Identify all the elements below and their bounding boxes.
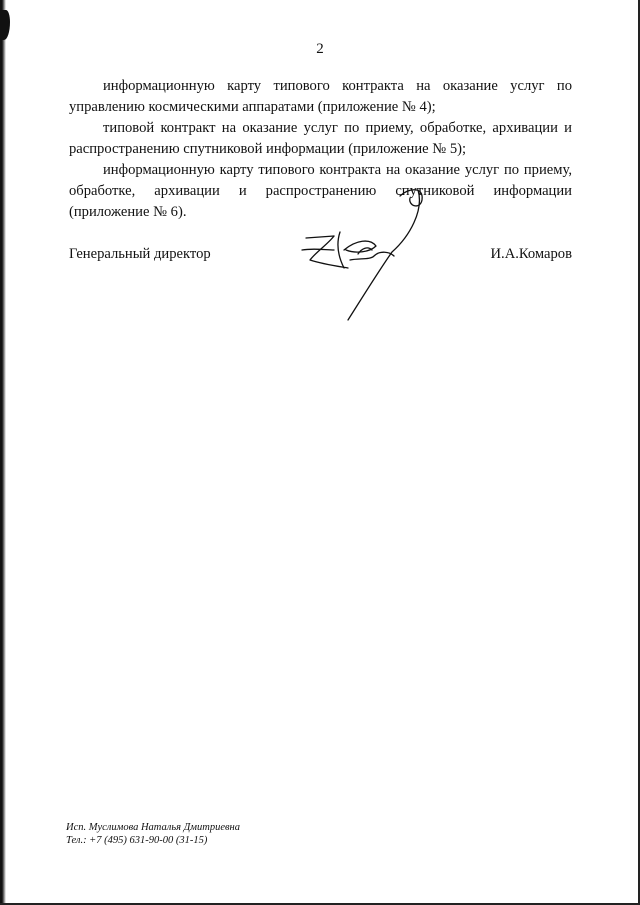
- paragraph-appendix-6: информационную карту типового контракта на оказание услуг по приему, обработке, архивации и распространению спутниковой информации (приложение № 6).: [69, 162, 572, 220]
- paragraph-appendix-5: типовой контракт на оказание услуг по приему, обработке, архивации и распространению спутниковой информации (приложение № 5);: [69, 120, 572, 157]
- phone-line: Тел.: +7 (495) 631-90-00 (31-15): [66, 835, 208, 846]
- signatory-name: И.А.Комаров: [490, 246, 572, 262]
- executor-line: Исп. Муслимова Наталья Дмитриевна: [66, 822, 240, 833]
- paragraph-appendix-4: информационную карту типового контракта на оказание услуг по управлению космическими аппаратами (приложение № 4);: [69, 78, 572, 115]
- page-number: 2: [316, 41, 324, 57]
- scan-edge-blot: [0, 10, 10, 40]
- footer: [66, 821, 240, 847]
- scan-edge-left: [0, 0, 6, 905]
- handwritten-signature: [300, 180, 440, 330]
- signatory-title: Генеральный директор: [69, 246, 211, 262]
